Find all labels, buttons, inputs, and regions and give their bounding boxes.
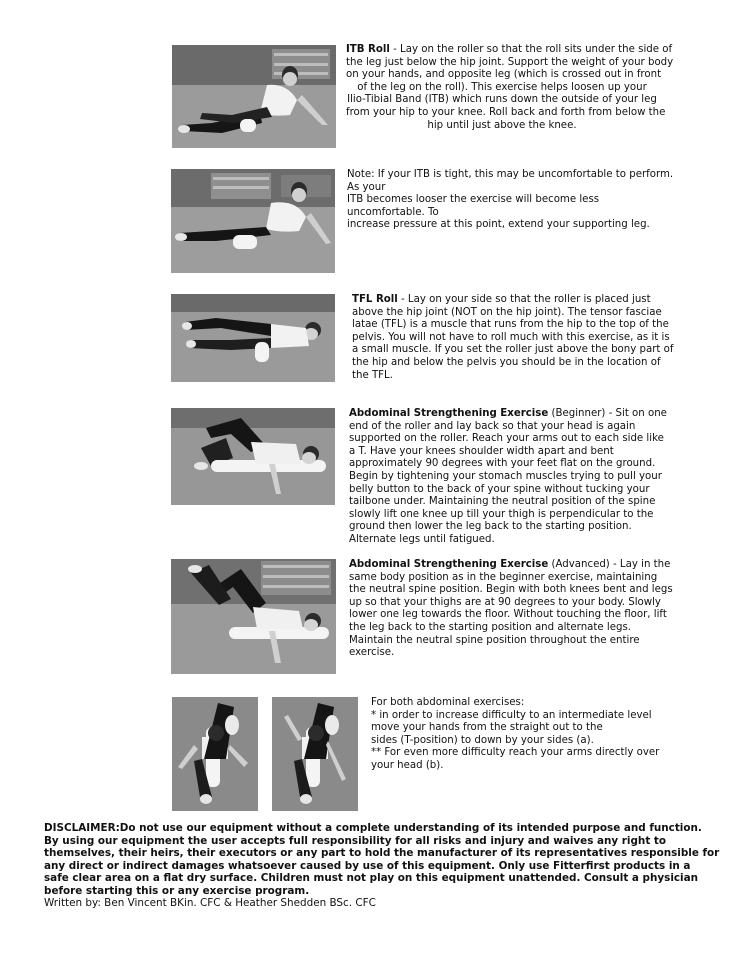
disclaimer: DISCLAIMER:Do not use our equipment without a complete understanding of its intended purpose and function. By using our equipment the user accepts full responsibility for all risks and injury and waives any right to themselves, their heirs, their executors or any part to hold the manufacturer of its representatives responsible for any direct or indirect damages whatsoever caused by use of this equipment. Only use Fitterfirst products in a safe clear area on a flat dry surface. Children must not play on this equipment unattended. Consult a physician before starting this or any exercise program. bbox=[44, 822, 720, 897]
tfl-roll-photo bbox=[171, 294, 335, 382]
abs-beginner-photo bbox=[171, 408, 335, 505]
itb-roll-photo bbox=[172, 45, 336, 148]
abs-both-text: For both abdominal exercises: * in order to increase difficulty to an intermediate level move your hands from the straight out to the sides (T-position) to down by your sides (a). ** For even more difficulty reach your arms directly over your head (b). bbox=[371, 697, 660, 771]
tfl-roll-title: TFL Roll bbox=[352, 294, 398, 305]
abs-variation-a-photo bbox=[172, 697, 258, 811]
abs-beginner-title: Abdominal Strengthening Exercise bbox=[349, 408, 549, 419]
itb-note-text: Note: If your ITB is tight, this may be uncomfortable to perform. As your ITB becomes looser the exercise will become less uncomfortable. To increase pressure at this point, extend your supporting leg. bbox=[347, 169, 674, 231]
itb-roll-text: ITB Roll - Lay on the roller so that the roll sits under the side of the leg just below the hip joint. Support the weight of your body on your hands, and opposite leg (which is crossed out in front of the leg on the roll). This exercise helps loosen up your Ilio-Tibial Band (ITB) which runs down the outside of your leg from your hip to your knee. Roll back and forth from below the hip until just above the knee. bbox=[346, 44, 674, 131]
abs-advanced-title: Abdominal Strengthening Exercise bbox=[349, 559, 549, 570]
itb-roll-title: ITB Roll bbox=[346, 44, 390, 55]
abs-advanced-text: Abdominal Strengthening Exercise (Advanced) - Lay in the same body position as in the beginner exercise, maintaining the neutral spine position. Begin with both knees bent and legs up so that your thighs are at 90 degrees to your body. Slowly lower one leg towards the floor. Without touching the floor, lift the leg back to the starting position and alternate legs. Maintain the neutral spine position throughout the entire exercise. bbox=[349, 559, 673, 659]
abs-variation-b-photo bbox=[272, 697, 358, 811]
abs-beginner-text: Abdominal Strengthening Exercise (Beginner) - Sit on one end of the roller and lay back so that your head is again supported on the roller. Reach your arms out to each side like a T. Have your knees shoulder width apart and bent approximately 90 degrees with your feet flat on the ground. Begin by tightening your stomach muscles trying to pull your belly button to the back of your spine without tucking your tailbone under. Maintaining the neutral position of the spine slowly lift one knee up till your thigh is perpendicular to the ground then lower the leg back to the starting position. Alternate legs until fatigued. bbox=[349, 408, 667, 545]
abs-advanced-photo bbox=[171, 559, 336, 674]
tfl-roll-text: TFL Roll - Lay on your side so that the roller is placed just above the hip joint (NOT on the hip joint). The tensor fasciae latae (TFL) is a muscle that runs from the hip to the top of the pelvis. You will not have to roll much with this exercise, as it is a small muscle. If you set the roller just above the bony part of the hip and below the pelvis you should be in the location of the TFL. bbox=[352, 294, 674, 381]
author-credit: Written by: Ben Vincent BKin. CFC & Heather Shedden BSc. CFC bbox=[44, 897, 376, 909]
itb-roll-extended-photo bbox=[171, 169, 335, 273]
